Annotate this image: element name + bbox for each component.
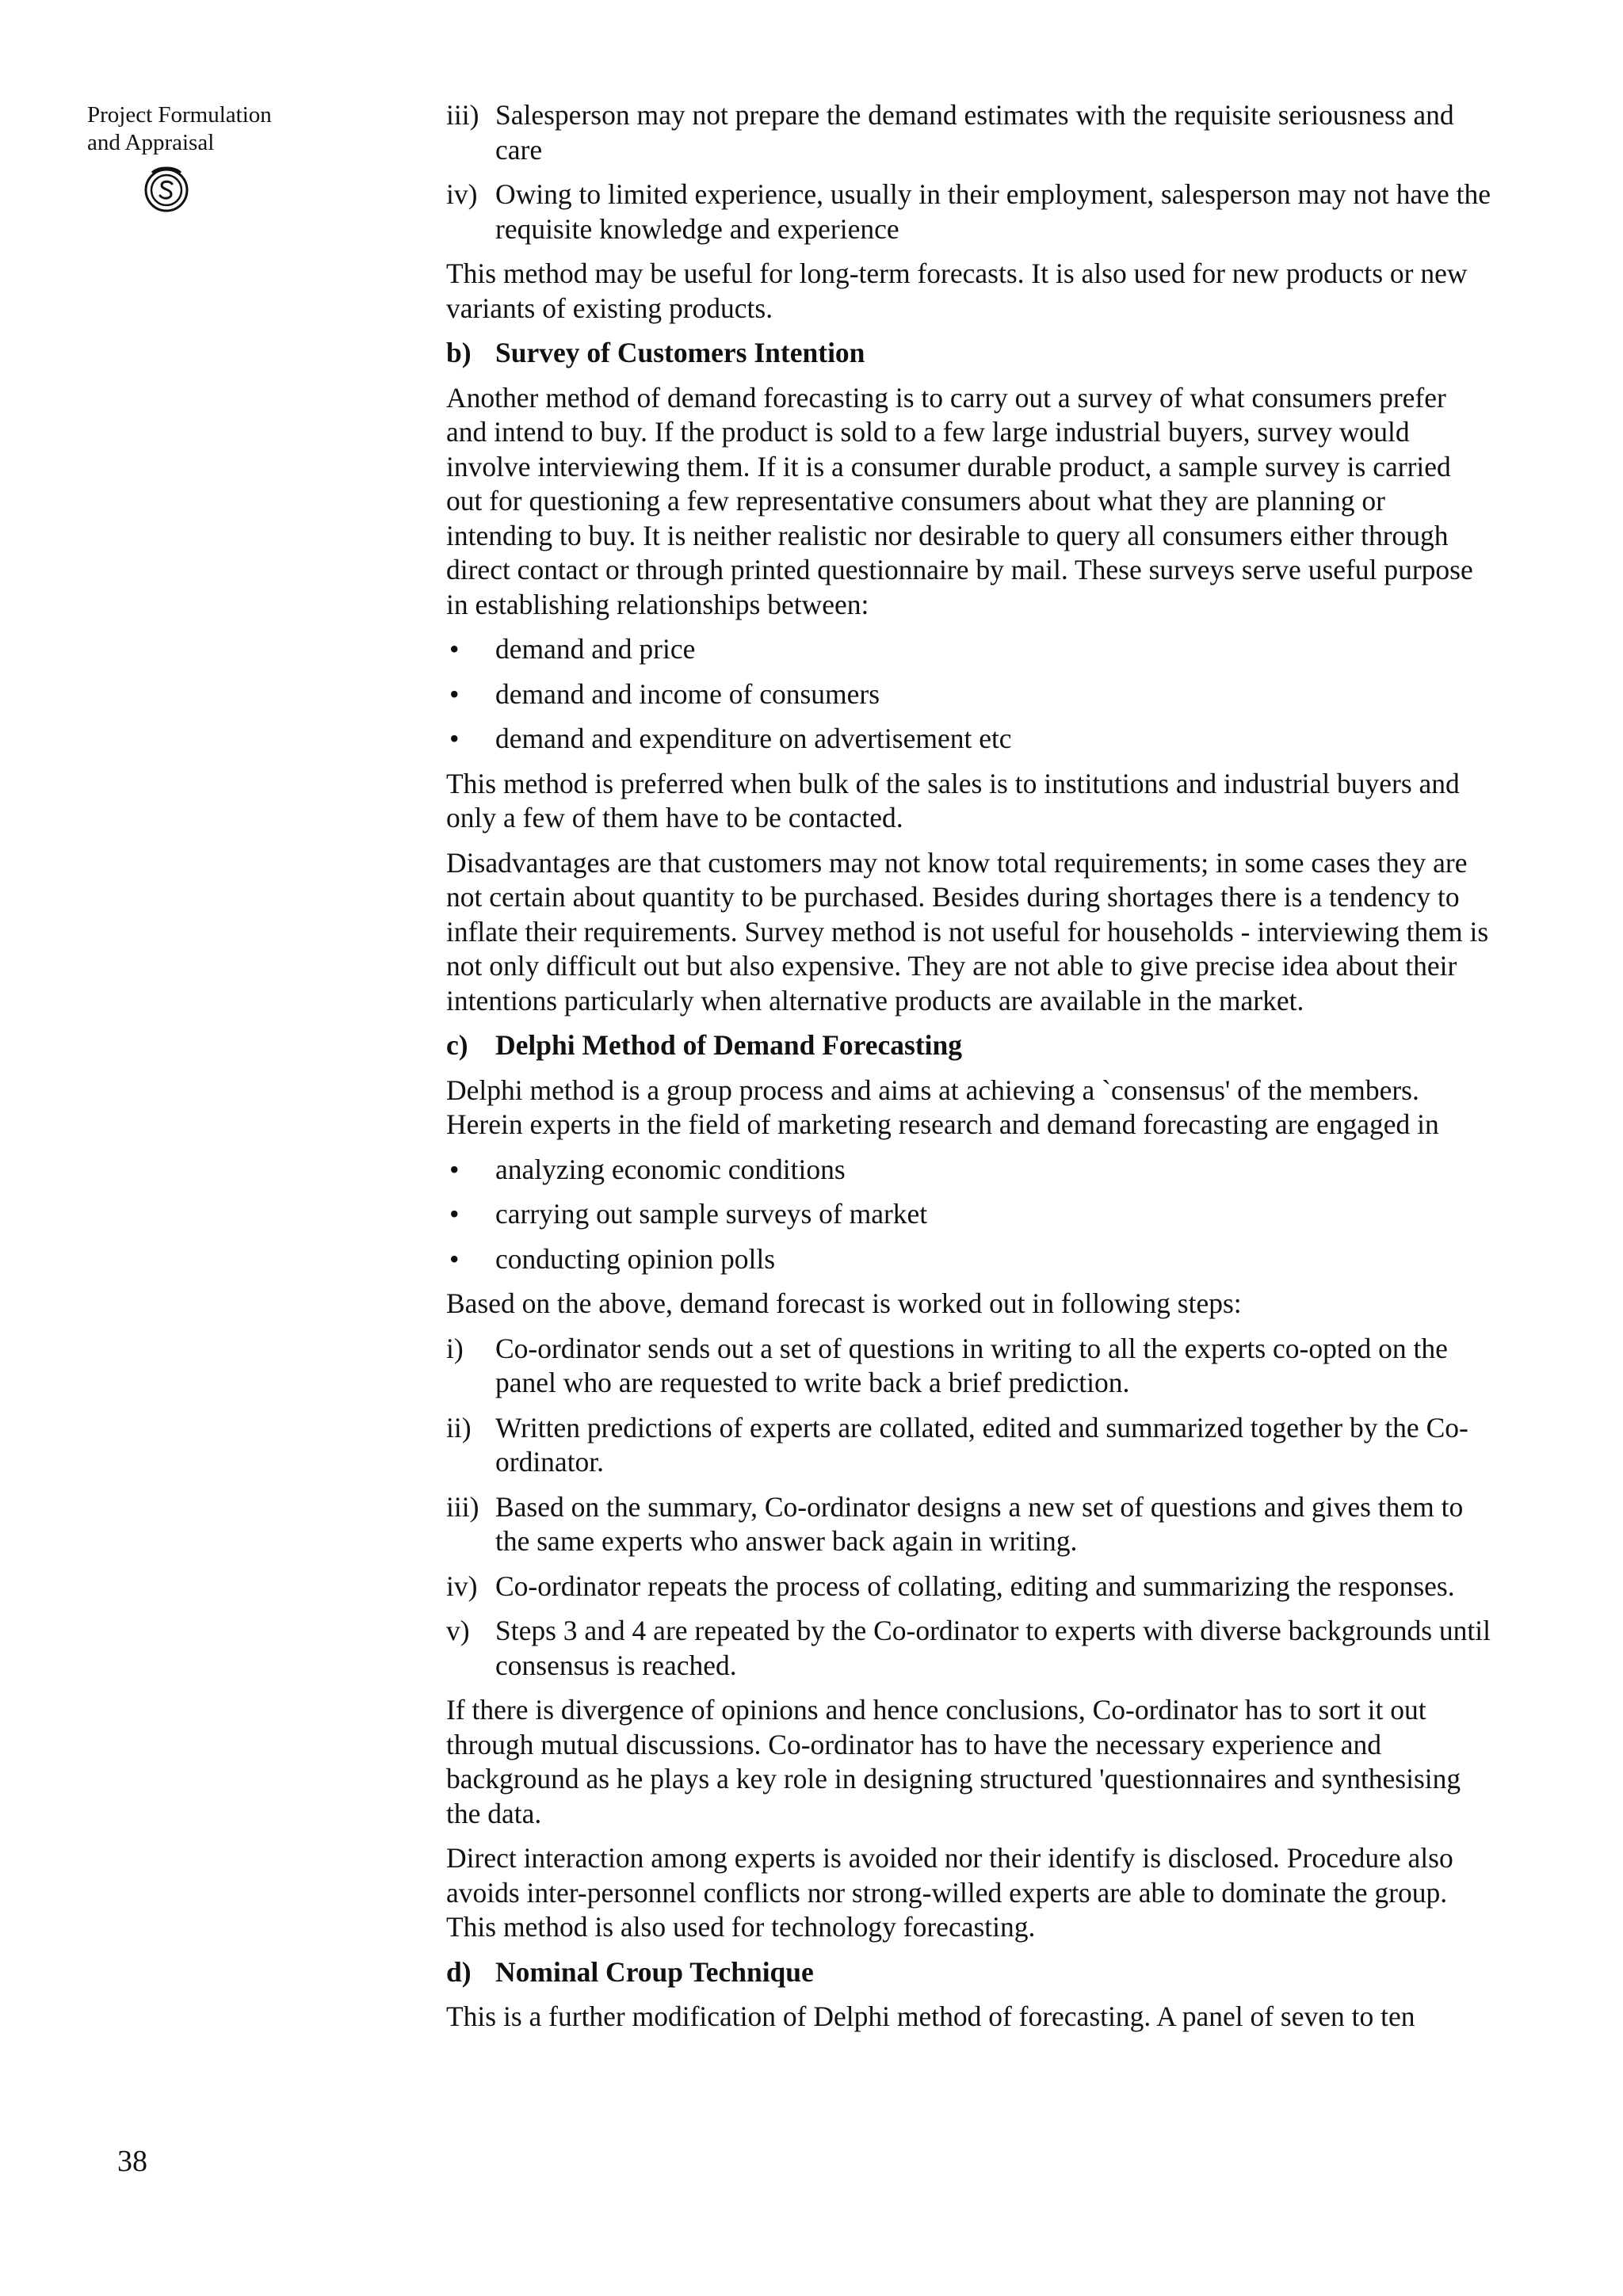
page-body [446,98,1492,2045]
bullet-icon: • [449,723,460,754]
bullet-icon: • [449,677,460,710]
step-marker: ii) [446,1411,472,1444]
step-item [446,1332,1492,1401]
step-item [446,1490,1492,1559]
bullet-text: demand and price [495,633,696,665]
list-text: Owing to limited experience, usually in their employment, salesperson may not have the requisite knowledge and experience [495,178,1491,245]
margin-header [87,101,325,157]
bullet-text: carrying out sample surveys of market [495,1198,928,1230]
step-marker: iii) [446,1490,479,1523]
paragraph: Delphi method is a group process and aims at achieving a `consensus' of the members. Herein experts in the field of marketing research and demand forecasting are engaged in [446,1074,1439,1140]
step-text: Written predictions of experts are collated, edited and summarized together by the Co-ordinator. [495,1411,1468,1478]
heading-marker: c) [446,1029,468,1061]
section-heading-d [446,1955,1492,1990]
university-emblem-icon [141,163,192,214]
step-item [446,1614,1492,1683]
heading-marker: d) [446,1955,472,1988]
paragraph: If there is divergence of opinions and hence conclusions, Co-ordinator has to sort it out through mutual discussions. Co-ordinator has to have the necessary experience and background as he plays a key role in designing structured 'questionnaires and synthesising the data. [446,1694,1461,1829]
bullet-item [446,722,1492,757]
step-text: Based on the summary, Co-ordinator designs a new set of questions and gives them to the same experts who answer back again in writing. [495,1490,1464,1557]
paragraph: Based on the above, demand forecast is worked out in following steps: [446,1287,1242,1319]
bullet-text: demand and expenditure on advertisement etc [495,723,1012,754]
paragraph: Direct interaction among experts is avoided nor their identify is disclosed. Procedure also avoids inter-personnel conflicts nor strong-willed experts are able to dominate the group. This method is also used for technology forecasting. [446,1842,1453,1943]
step-marker: iv) [446,1569,478,1602]
page-number: 38 [117,2145,147,2178]
paragraph: Another method of demand forecasting is to carry out a survey of what consumers prefer and intend to buy. If the product is sold to a few large industrial buyers, survey would involve interviewing them. If it is a consumer durable product, a sample survey is carried out for questioning a few representative consumers about what they are planning or intending to buy. It is neither realistic nor desirable to query all consumers either through direct contact or through printed questionnaire by mail. These surveys serve useful purpose in establishing relationships between: [446,381,1473,620]
heading-text: Survey of Customers Intention [495,337,865,368]
heading-text: Delphi Method of Demand Forecasting [495,1029,963,1061]
list-item [446,177,1492,246]
heading-marker: b) [446,337,472,368]
step-marker: i) [446,1332,464,1364]
bullet-item [446,1197,1492,1232]
list-marker: iii) [446,99,479,131]
bullet-item [446,1242,1492,1277]
step-item [446,1569,1492,1604]
list-item [446,98,1492,167]
bullet-item [446,632,1492,667]
paragraph: This method is preferred when bulk of the sales is to institutions and industrial buyers and only a few of them have to be contacted. [446,767,1460,833]
step-text: Co-ordinator repeats the process of collating, editing and summarizing the responses. [495,1569,1455,1602]
section-heading-c [446,1028,1492,1063]
heading-text: Nominal Croup Technique [495,1955,814,1988]
bullet-icon: • [449,633,460,665]
bullet-text: demand and income of consumers [495,677,880,710]
step-marker: v) [446,1615,470,1646]
paragraph: Disadvantages are that customers may not know total requirements; in some cases they are not certain about quantity to be purchased. Besides during shortages there is a tendency to inflate their requirements. Survey method is not useful for households - interviewing them is not only difficult out but also expensive. They are not able to give precise idea about their intentions particularly when alternative products are available in the market. [446,846,1489,1016]
step-text: Co-ordinator sends out a set of questions in writing to all the experts co-opted on the panel who are requested to write back a brief prediction. [495,1332,1448,1398]
header-title-line1: Project Formulation [87,102,272,128]
step-item [446,1411,1492,1480]
bullet-item [446,1153,1492,1188]
bullet-icon: • [449,1153,460,1185]
paragraph: This method may be useful for long-term forecasts. It is also used for new products or new variants of existing products. [446,257,1468,324]
section-heading-b [446,336,1492,371]
bullet-item [446,677,1492,712]
step-text: Steps 3 and 4 are repeated by the Co-ordinator to experts with diverse backgrounds until consensus is reached. [495,1615,1491,1681]
bullet-text: conducting opinion polls [495,1242,776,1275]
bullet-icon: • [449,1198,460,1230]
paragraph: This is a further modification of Delphi method of forecasting. A panel of seven to ten [446,2000,1415,2032]
bullet-text: analyzing economic conditions [495,1153,846,1185]
bullet-icon: • [449,1242,460,1275]
list-marker: iv) [446,178,478,210]
list-text: Salesperson may not prepare the demand estimates with the requisite seriousness and care [495,99,1454,166]
header-title-line2: and Appraisal [87,130,215,155]
